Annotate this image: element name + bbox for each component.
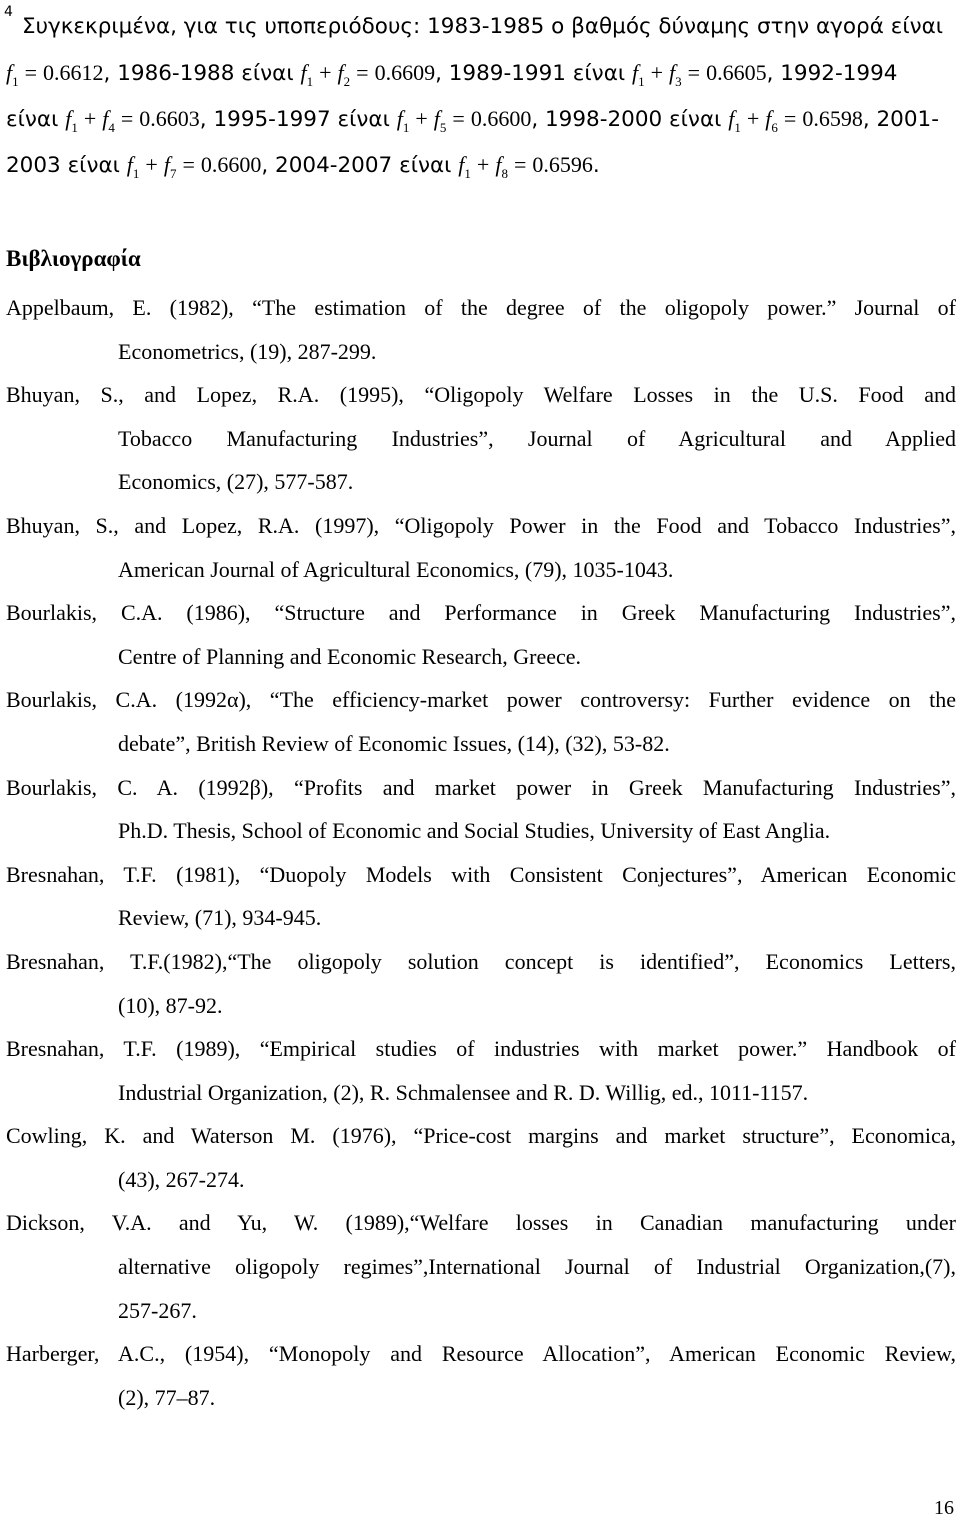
footnote-intro: Συγκεκριμένα, για τις υποπεριόδους: 1983-1985 ο βαθμός δύναμης στην αγορά είναι — [22, 14, 944, 39]
page-number: 16 — [934, 1497, 954, 1519]
formula-1995: $f_1 + f_5 = 0.6600$ — [396, 106, 532, 135]
reference-continuation-line: (2), 77–87. — [118, 1384, 216, 1410]
footnote-marker: 4 — [4, 4, 13, 20]
reference-continuation-line: Economics, (27), 577-587. — [118, 469, 354, 495]
formula-1983: $f_1 = 0.6612$ — [6, 60, 104, 89]
reference-entry — [6, 1201, 956, 1332]
reference-continuation-line: alternative oligopoly regimes”,International Journal of Industrial Organization,(7), — [118, 1254, 956, 1280]
reference-first-line: Appelbaum, E. (1982), “The estimation of the degree of the oligopoly power.” Journal of — [6, 295, 956, 320]
reference-entry — [6, 940, 956, 1027]
reference-first-line: Bresnahan, T.F.(1982),“The oligopoly solution concept is identified”, Economics Letters, — [6, 948, 956, 974]
reference-entry — [6, 1027, 956, 1114]
footnote-line-3: είναι $f_1 + f_4 = 0.6603$, 1995-1997 είναι $f_1 + f_5 = 0.6600$, 1998-2000 είναι $f_1 + f_6 = 0.6598$, 2001- — [6, 106, 939, 135]
reference-first-line: Bourlakis, C.A. (1986), “Structure and Performance in Greek Manufacturing Industries”, — [6, 600, 956, 626]
reference-entry — [6, 678, 956, 765]
footnote-line-1 — [6, 14, 943, 39]
reference-continuation-line: Ph.D. Thesis, School of Economic and Social Studies, University of East Anglia. — [118, 818, 831, 844]
reference-continuation-line: Tobacco Manufacturing Industries”, Journal of Agricultural and Applied — [118, 425, 956, 451]
reference-continuation-line: Industrial Organization, (2), R. Schmalensee and R. D. Willig, ed., 1011-1157. — [118, 1079, 809, 1105]
formula-2004: $f_1 + f_8 = 0.6596$ — [458, 152, 593, 181]
formula-1992: $f_1 + f_4 = 0.6603$ — [65, 106, 200, 135]
reference-continuation-line: debate”, British Review of Economic Issues, (14), (32), 53-82. — [118, 730, 670, 756]
reference-continuation-line: Centre of Planning and Economic Research, Greece. — [118, 643, 582, 669]
reference-first-line: Bresnahan, T.F. (1989), “Empirical studies of industries with market power.” Handbook of — [6, 1036, 956, 1062]
reference-entry — [6, 373, 956, 504]
reference-entry — [6, 591, 956, 678]
reference-first-line: Bourlakis, C.A. (1992α), “The efficiency-market power controversy: Further evidence on the — [6, 687, 956, 713]
reference-entry — [6, 766, 956, 853]
reference-entry — [6, 1332, 956, 1419]
reference-first-line: Bhuyan, S., and Lopez, R.A. (1997), “Oligopoly Power in the Food and Tobacco Industries”, — [6, 512, 956, 538]
reference-continuation-line: (10), 87-92. — [118, 992, 223, 1018]
reference-first-line: Bhuyan, S., and Lopez, R.A. (1995), “Oligopoly Welfare Losses in the U.S. Food and — [6, 382, 956, 408]
reference-first-line: Harberger, A.C., (1954), “Monopoly and Resource Allocation”, American Economic Review, — [6, 1341, 956, 1367]
formula-1989: $f_1 + f_3 = 0.6605$ — [631, 60, 767, 89]
reference-entry — [6, 504, 956, 591]
footnote-line-4: 2003 είναι $f_1 + f_7 = 0.6600$, 2004-2007 είναι $f_1 + f_8 = 0.6596$. — [6, 152, 600, 181]
formula-1998: $f_1 + f_6 = 0.6598$ — [728, 106, 863, 135]
bibliography-heading: Βιβλιογραφία — [6, 246, 141, 271]
reference-entry — [6, 853, 956, 940]
reference-first-line: Bresnahan, T.F. (1981), “Duopoly Models with Consistent Conjectures”, American Economic — [6, 861, 956, 887]
reference-continuation-line: Review, (71), 934-945. — [118, 905, 322, 931]
reference-entry — [6, 286, 956, 373]
reference-first-line: Cowling, K. and Waterson M. (1976), “Price-cost margins and market structure”, Economica, — [6, 1123, 956, 1149]
reference-continuation-line: 257-267. — [118, 1297, 197, 1323]
reference-first-line: Bourlakis, C. A. (1992β), “Profits and market power in Greek Manufacturing Industries”, — [6, 774, 956, 800]
reference-entry — [6, 1114, 956, 1201]
reference-first-line: Dickson, V.A. and Yu, W. (1989),“Welfare losses in Canadian manufacturing under — [6, 1210, 956, 1236]
footnote-line-2: $f_1 = 0.6612$, 1986-1988 είναι $f_1 + f_2 = 0.6609$, 1989-1991 είναι $f_1 + f_3 = 0.6605$, 1992-1994 — [6, 60, 898, 89]
reference-continuation-line: Econometrics, (19), 287-299. — [118, 338, 377, 364]
reference-list — [6, 286, 956, 1419]
reference-continuation-line: (43), 267-274. — [118, 1166, 245, 1192]
reference-continuation-line: American Journal of Agricultural Economics, (79), 1035-1043. — [118, 556, 674, 582]
formula-2001: $f_1 + f_7 = 0.6600$ — [126, 152, 262, 181]
formula-1986: $f_1 + f_2 = 0.6609$ — [300, 60, 436, 89]
